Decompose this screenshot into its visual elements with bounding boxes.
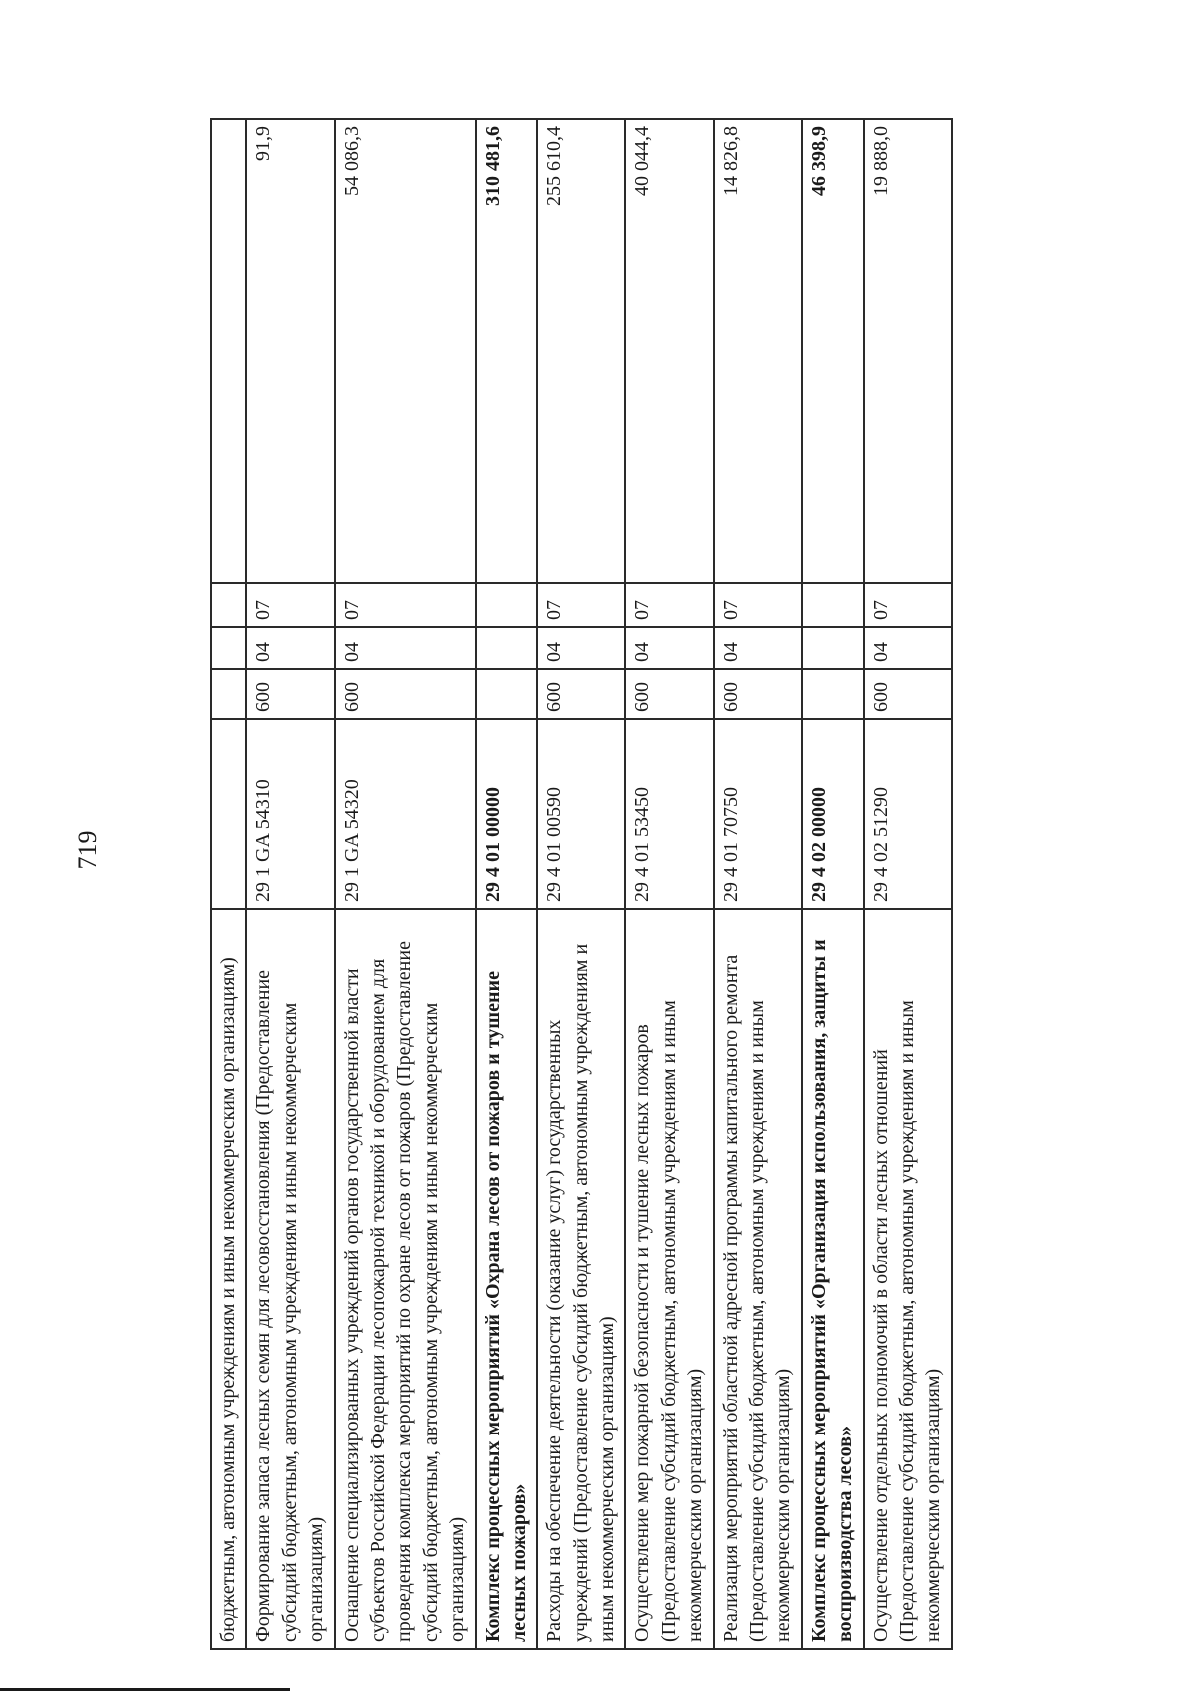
target-code-cell: 29 4 01 00590 bbox=[537, 719, 625, 909]
subsection-cell: 07 bbox=[335, 583, 476, 627]
target-code-cell: 29 1 GA 54320 bbox=[335, 719, 476, 909]
table-row bbox=[537, 119, 625, 1649]
row-name-cell: Расходы на обеспечение деятельности (оказание услуг) государственных учреждений (Предоставление субсидий бюджетным, автономным учреждениям и иным некоммерческим организациям) bbox=[537, 909, 625, 1649]
amount-cell: 14 826,8 bbox=[714, 119, 802, 583]
target-code-cell: 29 4 01 53450 bbox=[625, 719, 713, 909]
expense-type-cell: 600 bbox=[625, 669, 713, 719]
section-cell: 04 bbox=[246, 627, 334, 669]
row-name-cell: Осуществление отдельных полномочий в области лесных отношений (Предоставление субсидий бюджетным, автономным учреждениям и иным некоммерческим организациям) bbox=[864, 909, 952, 1649]
expense-type-cell: 600 bbox=[714, 669, 802, 719]
section-cell: 04 bbox=[864, 627, 952, 669]
target-code-cell: 29 4 02 51290 bbox=[864, 719, 952, 909]
subsection-cell: 07 bbox=[625, 583, 713, 627]
section-cell: 04 bbox=[537, 627, 625, 669]
amount-cell: 310 481,6 bbox=[476, 119, 538, 583]
expense-type-cell: 600 bbox=[246, 669, 334, 719]
section-cell bbox=[802, 627, 864, 669]
section-cell: 04 bbox=[335, 627, 476, 669]
table-row bbox=[211, 119, 246, 1649]
expense-type-cell bbox=[802, 669, 864, 719]
section-cell bbox=[476, 627, 538, 669]
subsection-cell: 07 bbox=[537, 583, 625, 627]
target-code-cell: 29 1 GA 54310 bbox=[246, 719, 334, 909]
target-code-cell: 29 4 01 00000 bbox=[476, 719, 538, 909]
target-code-cell bbox=[211, 719, 246, 909]
section-cell bbox=[211, 627, 246, 669]
row-name-cell: Осуществление мер пожарной безопасности и тушение лесных пожаров (Предоставление субсидий бюджетным, автономным учреждениям и иным некоммерческим организациям) bbox=[625, 909, 713, 1649]
table-row bbox=[625, 119, 713, 1649]
amount-cell: 19 888,0 bbox=[864, 119, 952, 583]
row-name-cell: Оснащение специализированных учреждений органов государственной власти субъектов Российской Федерации лесопожарной техникой и оборудованием для проведения комплекса мероприятий по охране лесов от пожаров (Предоставление субсидий бюджетным, автономным учреждениям и иным некоммерческим организациям) bbox=[335, 909, 476, 1649]
table-row bbox=[714, 119, 802, 1649]
bottom-rule bbox=[0, 1688, 290, 1691]
table-row bbox=[802, 119, 864, 1649]
amount-cell: 54 086,3 bbox=[335, 119, 476, 583]
budget-table bbox=[210, 118, 953, 1650]
subsection-cell: 07 bbox=[714, 583, 802, 627]
expense-type-cell: 600 bbox=[864, 669, 952, 719]
row-name-cell: Формирование запаса лесных семян для лесовосстановления (Предоставление субсидий бюджетным, автономным учреждениям и иным некоммерческим организациям) bbox=[246, 909, 334, 1649]
amount-cell bbox=[211, 119, 246, 583]
amount-cell: 46 398,9 bbox=[802, 119, 864, 583]
row-name-cell: бюджетным, автономным учреждениям и иным некоммерческим организациям) bbox=[211, 909, 246, 1649]
table-row bbox=[864, 119, 952, 1649]
amount-cell: 40 044,4 bbox=[625, 119, 713, 583]
amount-cell: 255 610,4 bbox=[537, 119, 625, 583]
table-row bbox=[246, 119, 334, 1649]
subsection-cell bbox=[802, 583, 864, 627]
page-number: 719 bbox=[73, 830, 102, 870]
target-code-cell: 29 4 01 70750 bbox=[714, 719, 802, 909]
amount-cell: 91,9 bbox=[246, 119, 334, 583]
row-name-cell: Реализация мероприятий областной адресной программы капитального ремонта (Предоставление субсидий бюджетным, автономным учреждениям и иным некоммерческим организациям) bbox=[714, 909, 802, 1649]
subsection-cell bbox=[476, 583, 538, 627]
row-name-cell: Комплекс процессных мероприятий «Организация использования, защиты и воспроизводства лесов» bbox=[802, 909, 864, 1649]
expense-type-cell bbox=[211, 669, 246, 719]
subsection-cell: 07 bbox=[864, 583, 952, 627]
expense-type-cell: 600 bbox=[335, 669, 476, 719]
subsection-cell: 07 bbox=[246, 583, 334, 627]
section-cell: 04 bbox=[625, 627, 713, 669]
rotated-table-wrapper bbox=[210, 120, 1060, 1650]
subsection-cell bbox=[211, 583, 246, 627]
table-row bbox=[335, 119, 476, 1649]
expense-type-cell bbox=[476, 669, 538, 719]
budget-table-body bbox=[211, 119, 952, 1649]
row-name-cell: Комплекс процессных мероприятий «Охрана лесов от пожаров и тушение лесных пожаров» bbox=[476, 909, 538, 1649]
expense-type-cell: 600 bbox=[537, 669, 625, 719]
section-cell: 04 bbox=[714, 627, 802, 669]
target-code-cell: 29 4 02 00000 bbox=[802, 719, 864, 909]
table-row bbox=[476, 119, 538, 1649]
